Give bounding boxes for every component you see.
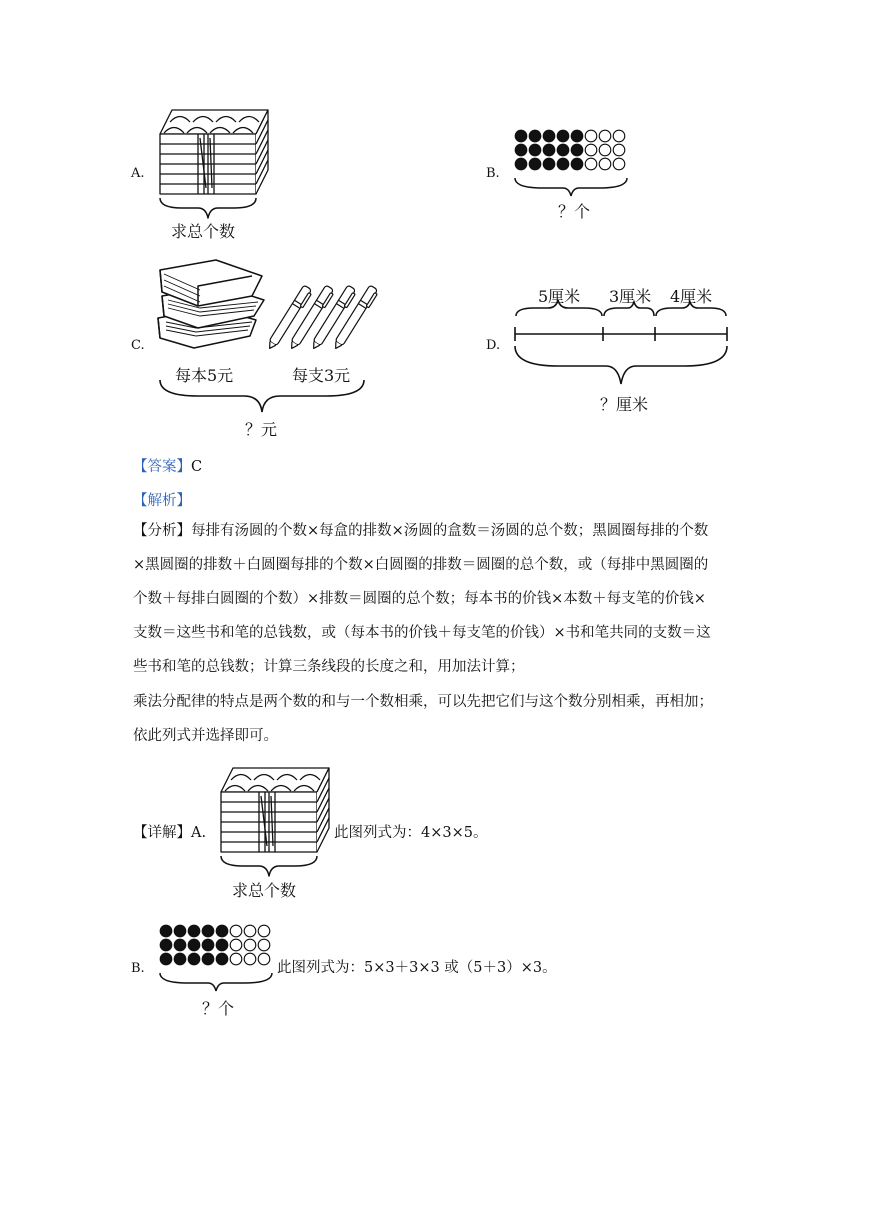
analysis-tag: 【解析】 (133, 493, 191, 509)
option-d-caption: ？厘米 (600, 395, 649, 414)
answer-value: C (191, 459, 203, 475)
detail-b-caption: ？个 (202, 999, 235, 1018)
pens-icon (284, 283, 400, 355)
option-a-letter: A. (131, 166, 145, 181)
circles-figure-b (513, 128, 631, 198)
option-d-letter: D. (486, 338, 501, 353)
segment-diagram-d (512, 300, 732, 390)
option-b-caption: ？个 (558, 202, 591, 221)
analysis-line-3: 个数＋每排白圆圈的个数）×排数＝圆圈的总个数；每本书的价钱×本数＋每支笔的价钱× (133, 591, 706, 607)
detail-tag: 【详解】 (133, 825, 191, 841)
analysis-line-1: 【分析】每排有汤圆的个数×每盒的排数×汤圆的盒数＝汤圆的总个数；黑圆圈每排的个数 (133, 523, 709, 539)
analysis-line-7: 依此列式并选择即可。 (133, 728, 278, 744)
books-icon (154, 256, 270, 356)
answer-tag: 【答案】 (133, 459, 191, 475)
option-c-pen-label: 每支3元 (292, 366, 351, 385)
dumpling-box-figure-detail (219, 766, 331, 878)
detail-a-formula: 此图列式为：4×3×5。 (334, 825, 488, 841)
analysis-line-5: 些书和笔的总钱数；计算三条线段的长度之和，用加法计算； (133, 659, 525, 675)
option-a-caption: 求总个数 (171, 222, 236, 241)
option-d-seg3-label: 4厘米 (670, 287, 713, 306)
dumpling-box-figure-a (158, 108, 270, 220)
analysis-line-4: 支数＝这些书和笔的总钱数，或（每本书的价钱＋每支笔的价钱）×书和笔共同的支数＝这 (133, 625, 711, 641)
detail-a-caption: 求总个数 (232, 881, 297, 900)
option-c-brace (158, 378, 366, 416)
circles-figure-detail (158, 923, 276, 993)
option-c-letter: C. (131, 338, 145, 353)
detail-a-line (133, 826, 206, 841)
option-c-caption: ？元 (245, 420, 278, 439)
option-d-seg1-label: 5厘米 (538, 287, 581, 306)
detail-a-letter: A. (191, 825, 207, 841)
detail-b-formula: 此图列式为：5×3＋3×3 或（5＋3）×3。 (277, 960, 557, 976)
answer-line (133, 455, 202, 476)
option-c-book-label: 每本5元 (175, 366, 234, 385)
option-d-seg2-label: 3厘米 (609, 287, 652, 306)
analysis-line-6: 乘法分配律的特点是两个数的和与一个数相乘，可以先把它们与这个数分别相乘，再相加； (133, 694, 713, 710)
option-b-letter: B. (486, 166, 500, 181)
analysis-line-2: ×黑圆圈的排数＋白圆圈每排的个数×白圆圈的排数＝圆圈的总个数，或（每排中黑圆圈的 (133, 557, 709, 573)
detail-b-letter: B. (131, 961, 145, 976)
